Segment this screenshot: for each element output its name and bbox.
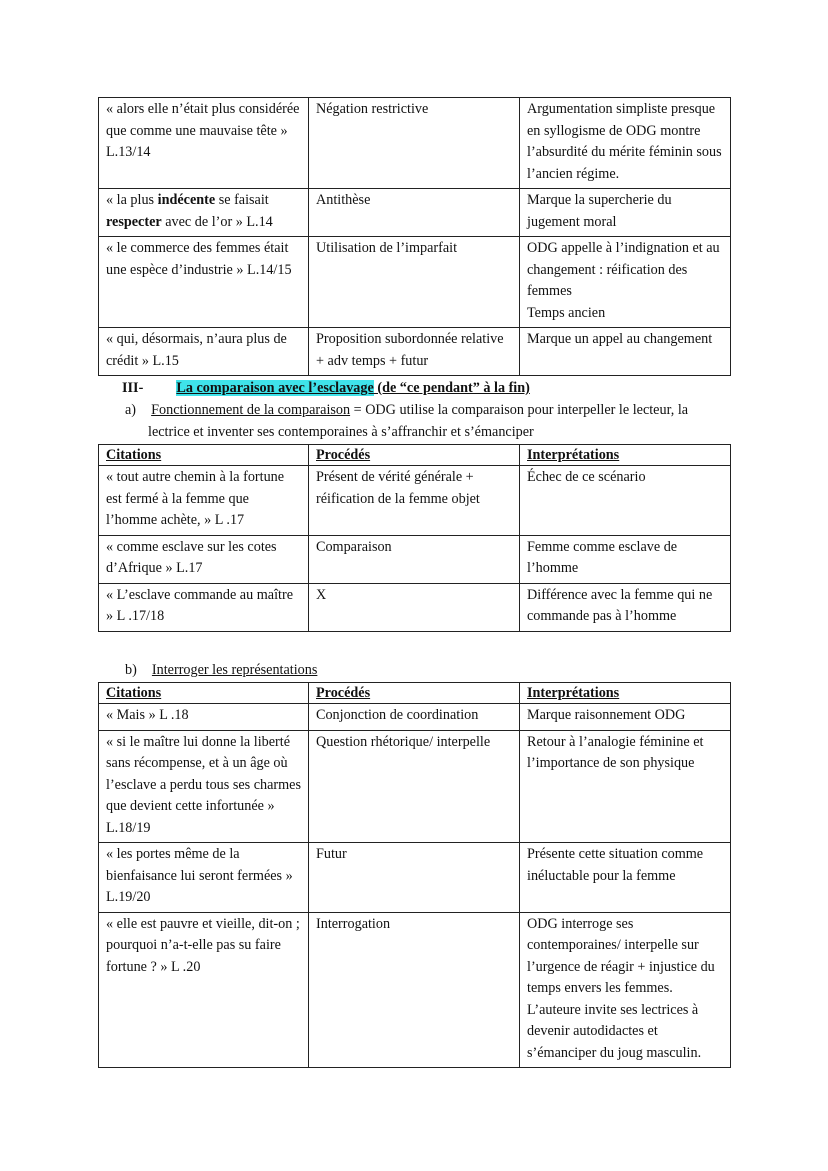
citation-cell: « elle est pauvre et vieille, dit-on ; pourquoi n’a-t-elle pas su faire fortune ? » L .20 [99, 912, 309, 1068]
header-interpretations: Interprétations [520, 683, 731, 704]
citation-bold: respecter [106, 213, 162, 230]
interpretation-cell: Argumentation simpliste presque en syllogisme de ODG montre l’absurdité du mérite féminin sous l’ancien régime. [520, 98, 731, 189]
citation-cell: « si le maître lui donne la liberté sans récompense, et à un âge où l’esclave a perdu tous ses charmes que devient cette infortunée » L.18/19 [99, 730, 309, 843]
section-title-highlight: La comparaison avec l’esclavage [176, 380, 374, 396]
table-row [99, 535, 731, 583]
section-numeral: III- [122, 380, 144, 396]
header-citations: Citations [99, 445, 309, 466]
interpretation-line: ODG appelle à l’indignation et au changement : réification des femmes [527, 240, 720, 299]
citation-cell: « alors elle n’était plus considérée que comme une mauvaise tête » L.13/14 [99, 98, 309, 189]
citation-cell: « qui, désormais, n’aura plus de crédit » L.15 [99, 328, 309, 376]
subsection-marker: a) [125, 402, 137, 418]
citation-cell: « le commerce des femmes était une espèce d’industrie » L.14/15 [99, 237, 309, 328]
procede-cell: Comparaison [309, 535, 520, 583]
table-row [99, 237, 731, 328]
procede-cell: Proposition subordonnée relative + adv temps + futur [309, 328, 520, 376]
procede-cell: X [309, 583, 520, 631]
subsection-a-line2: lectrice et inventer ses contemporaines à s’affranchir et s’émanciper [148, 424, 534, 440]
interpretation-cell: Femme comme esclave de l’homme [520, 535, 731, 583]
header-interpretations: Interprétations [520, 445, 731, 466]
subsection-title: Interroger les représentations [151, 662, 318, 678]
subsection-title: Fonctionnement de la comparaison [151, 402, 351, 418]
interpretation-cell: Présente cette situation comme inéluctable pour la femme [520, 843, 731, 913]
table-row [99, 189, 731, 237]
table-1 [98, 97, 731, 376]
citation-cell: « comme esclave sur les cotes d’Afrique » L.17 [99, 535, 309, 583]
table-row [99, 466, 731, 536]
procede-cell: Utilisation de l’imparfait [309, 237, 520, 328]
procede-cell: Négation restrictive [309, 98, 520, 189]
citation-cell: « Mais » L .18 [99, 704, 309, 731]
table-2 [98, 444, 731, 632]
section-title-rest: (de “ce pendant” à la fin) [373, 380, 530, 396]
table-row [99, 328, 731, 376]
table-header-row [99, 445, 731, 466]
subsection-marker: b) [125, 662, 137, 678]
interpretation-cell: Retour à l’analogie féminine et l’importance de son physique [520, 730, 731, 843]
citation-text: « la plus [106, 192, 158, 208]
citation-cell: « L’esclave commande au maître » L .17/18 [99, 583, 309, 631]
header-procedes: Procédés [309, 683, 520, 704]
table-row [99, 843, 731, 913]
table-row [99, 98, 731, 189]
interpretation-cell: Différence avec la femme qui ne commande pas à l’homme [520, 583, 731, 631]
subsection-a [125, 400, 688, 422]
procede-cell: Question rhétorique/ interpelle [309, 730, 520, 843]
procede-cell: Présent de vérité générale + réification de la femme objet [309, 466, 520, 536]
section-3-heading [122, 378, 530, 400]
interpretation-cell: ODG interroge ses contemporaines/ interpelle sur l’urgence de réagir + injustice du temps envers les femmes. L’auteure invite ses lectrices à devenir autodidactes et s’émanciper du joug masculin. [520, 912, 731, 1068]
interpretation-cell: Échec de ce scénario [520, 466, 731, 536]
citation-cell: « les portes même de la bienfaisance lui seront fermées » L.19/20 [99, 843, 309, 913]
table-header-row [99, 683, 731, 704]
table-row [99, 730, 731, 843]
citation-bold: indécente [157, 192, 216, 208]
interpretation-cell: Marque un appel au changement [520, 328, 731, 376]
header-procedes: Procédés [309, 445, 520, 466]
procede-cell: Antithèse [309, 189, 520, 237]
table-row [99, 583, 731, 631]
citation-text: avec de l’or » L.14 [161, 213, 273, 230]
subsection-text: = ODG utilise la comparaison pour interpeller le lecteur, la [350, 402, 689, 418]
interpretation-cell: Marque raisonnement ODG [520, 704, 731, 731]
procede-cell: Futur [309, 843, 520, 913]
procede-cell: Conjonction de coordination [309, 704, 520, 731]
citation-text: se faisait [215, 192, 269, 208]
procede-cell: Interrogation [309, 912, 520, 1068]
table-3 [98, 682, 731, 1068]
citation-cell [99, 189, 309, 237]
subsection-b [125, 660, 317, 682]
interpretation-cell [520, 237, 731, 328]
table-row [99, 912, 731, 1068]
table-row [99, 704, 731, 731]
header-citations: Citations [99, 683, 309, 704]
interpretation-line: Temps ancien [527, 304, 606, 321]
interpretation-cell: Marque la supercherie du jugement moral [520, 189, 731, 237]
citation-cell: « tout autre chemin à la fortune est fermé à la femme que l’homme achète, » L .17 [99, 466, 309, 536]
